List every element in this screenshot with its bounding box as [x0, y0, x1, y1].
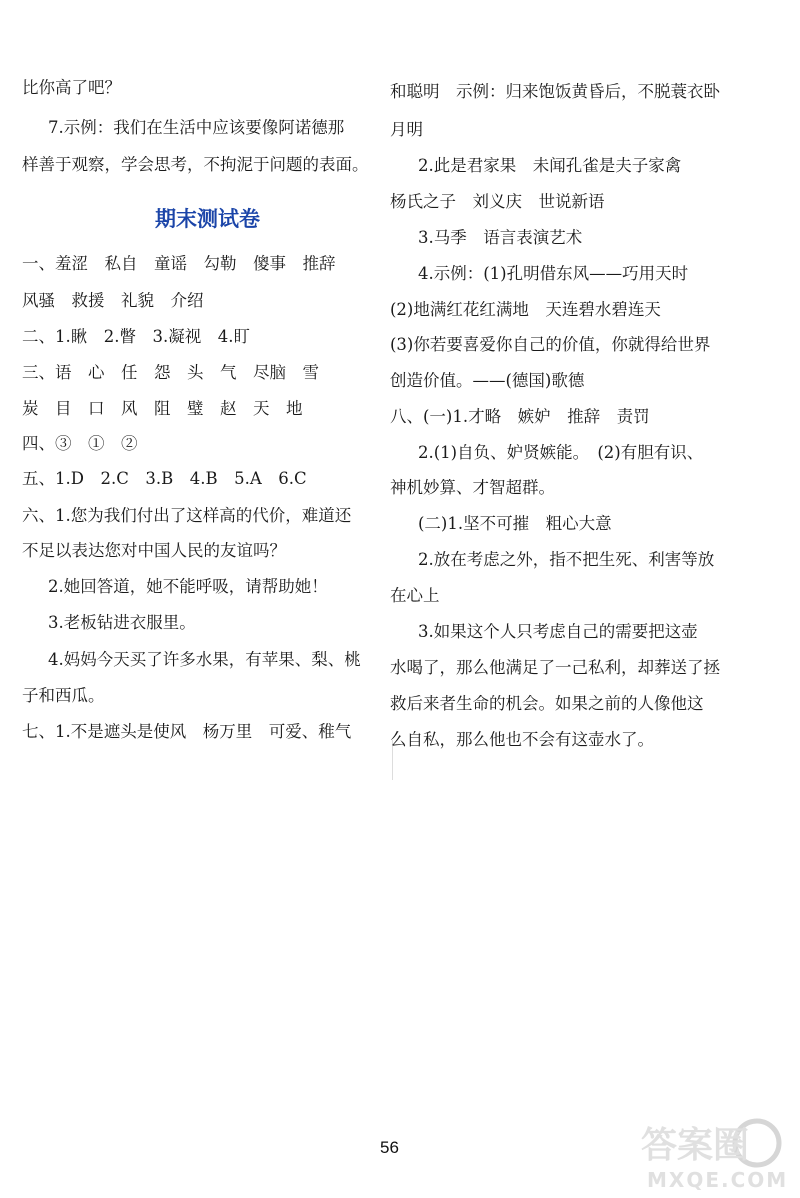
text-line: 么自私，那么他也不会有这壶水了。	[390, 730, 654, 749]
text-line: 2.此是君家果 未闻孔雀是夫子家禽	[418, 156, 682, 175]
text-line: 2.放在考虑之外，指不把生死、利害等放	[418, 550, 715, 569]
text-line: 4.妈妈今天买了许多水果，有苹果、梨、桃	[48, 650, 361, 669]
text-line: 一、羞涩 私自 童谣 勾勒 傻事 推辞	[22, 254, 336, 273]
text-line: 2.她回答道，她不能呼吸，请帮助她！	[48, 577, 328, 596]
text-line: 不足以表达您对中国人民的友谊吗？	[22, 541, 286, 560]
text-line: 2.(1)自负、妒贤嫉能。 (2)有胆有识、	[418, 443, 704, 462]
text-line: 在心上	[390, 586, 440, 605]
text-line: 比你高了吧？	[22, 78, 121, 97]
text-line: 3.如果这个人只考虑自己的需要把这壶	[418, 622, 698, 641]
text-line: 五、1.D 2.C 3.B 4.B 5.A 6.C	[22, 469, 307, 488]
text-line: 风骚 救援 礼貌 介绍	[22, 291, 204, 310]
watermark-graphic	[635, 1115, 785, 1191]
text-line: 3.老板钻进衣服里。	[48, 613, 196, 632]
text-line: 二、1.瞅 2.瞥 3.凝视 4.盯	[22, 327, 250, 346]
text-line: (2)地满红花红满地 天连碧水碧连天	[390, 300, 661, 319]
text-line: 和聪明 示例：归来饱饭黄昏后，不脱蓑衣卧	[390, 82, 720, 101]
text-line: 水喝了，那么他满足了一己私利，却葬送了拯	[390, 658, 720, 677]
text-line: 4.示例：(1)孔明借东风——巧用天时	[418, 264, 689, 283]
text-line: (3)你若要喜爱你自己的价值，你就得给世界	[390, 335, 711, 354]
watermark-top-text: 答案圈	[641, 1125, 750, 1166]
text-line: 月明	[390, 120, 423, 139]
watermark-logo	[635, 1115, 785, 1191]
section-title: 期末测试卷	[155, 207, 260, 231]
text-line: 3.马季 语言表演艺术	[418, 228, 583, 247]
watermark-bottom-text: MXQE.COM	[647, 1168, 785, 1191]
text-line: 杨氏之子 刘义庆 世说新语	[390, 192, 605, 211]
text-line: 八、(一)1.才略 嫉妒 推辞 责罚	[390, 407, 650, 426]
text-line: 四、③ ① ②	[22, 434, 138, 453]
text-line: 7.示例：我们在生活中应该要像阿诺德那	[48, 118, 345, 137]
text-line: (二)1.坚不可摧 粗心大意	[418, 514, 612, 533]
text-line: 六、1.您为我们付出了这样高的代价，难道还	[22, 506, 352, 525]
text-line: 神机妙算、才智超群。	[390, 478, 555, 497]
text-line: 创造价值。——(德国)歌德	[390, 371, 585, 390]
text-line: 样善于观察，学会思考，不拘泥于问题的表面。	[22, 155, 369, 174]
text-line: 炭 目 口 风 阻 璧 赵 天 地	[22, 399, 303, 418]
text-line: 七、1.不是遮头是使风 杨万里 可爱、稚气	[22, 722, 352, 741]
text-line: 子和西瓜。	[22, 686, 105, 705]
page-number: 56	[380, 1138, 399, 1157]
text-line: 救后来者生命的机会。如果之前的人像他这	[390, 694, 704, 713]
text-line: 三、语 心 任 怨 头 气 尽脑 雪	[22, 363, 319, 382]
